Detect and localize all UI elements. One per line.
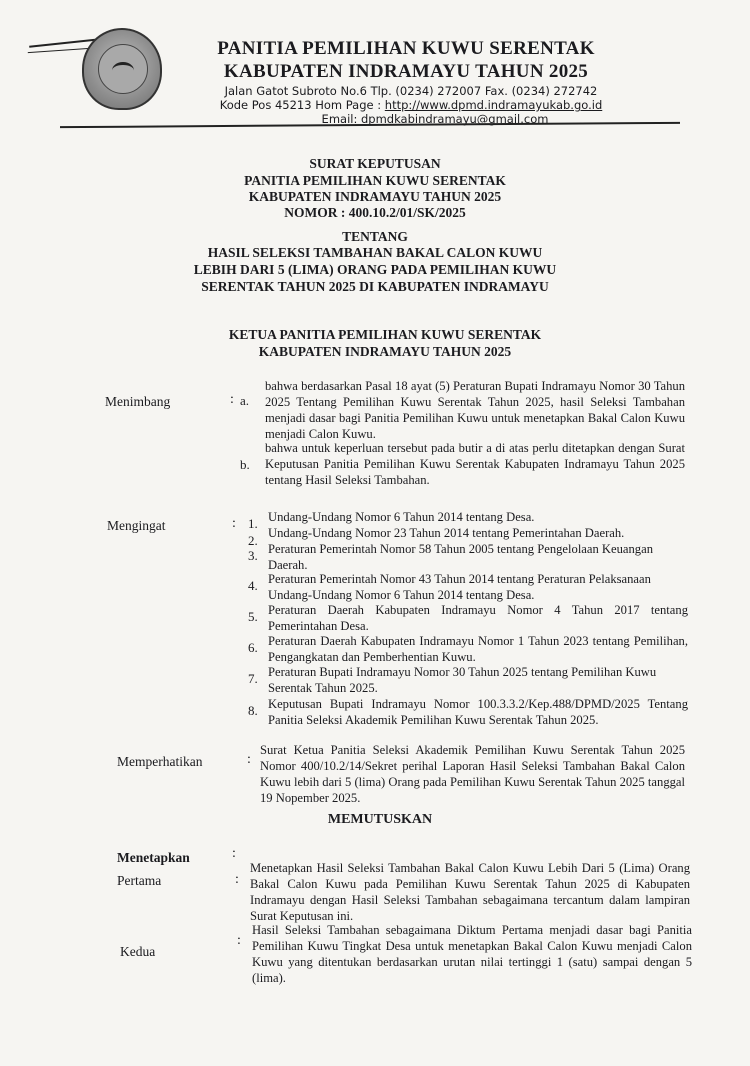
menimbang-label: Menimbang xyxy=(105,394,171,409)
decree-number: NOMOR : 400.10.2/01/SK/2025 xyxy=(284,205,466,220)
item-marker: a. xyxy=(240,393,250,408)
menetapkan-label: Menetapkan xyxy=(117,850,190,865)
decree-heading: SURAT KEPUTUSAN xyxy=(309,156,441,171)
mengingat-item-5: Peraturan Daerah Kabupaten Indramayu Nomor 4 Tahun 2017 tentang Pemerintahan Desa. xyxy=(268,603,688,633)
colon: : xyxy=(230,392,234,407)
homepage-link[interactable]: http://www.dpmd.indramayukab.go.id xyxy=(384,98,603,112)
postal-line: Kode Pos 45213 Hom Page : http://www.dpmd.indramayukab.go.id xyxy=(219,98,603,112)
memperhatikan-text: Surat Ketua Panitia Seleksi Akademik Pemilihan Kuwu Serentak Tahun 2025 Nomor 400/10.2/14/Sekret perihal Laporan Hasil Seleksi Tambahan Bakal Calon Kuwu lebih dari 5 (lima) Orang pada Pemilihan Kuwu Serentak Tahun 2025 tanggal 19 Nopember 2025. xyxy=(260,743,685,805)
colon: : xyxy=(232,846,236,861)
item-marker: 5. xyxy=(248,609,258,624)
about-label: TENTANG xyxy=(342,229,408,244)
item-marker: 8. xyxy=(248,703,258,718)
committee-regency: KABUPATEN INDRAMAYU TAHUN 2025 xyxy=(223,61,589,82)
colon: : xyxy=(235,872,239,887)
pertama-text: Menetapkan Hasil Seleksi Tambahan Bakal Calon Kuwu Lebih Dari 5 (Lima) Orang Bakal Calon Kuwu pada Pemilihan Kuwu Serentak Tahun 2025 di Kabupaten Indramayu dengan Hasil Seleksi Tambahan sebagaimana tercantum dalam lampiran Surat Keputusan ini. xyxy=(250,861,690,923)
kedua-text: Hasil Seleksi Tambahan sebagaimana Diktum Pertama menjadi dasar bagi Panitia Pemilihan Kuwu Tingkat Desa untuk menetapkan Bakal Calon Kuwu menjadi Calon Kuwu yang ditentukan berdasarkan urutan nilai tertinggi 1 (satu) sampai dengan 5 (lima). xyxy=(252,923,692,985)
menimbang-item-a: bahwa berdasarkan Pasal 18 ayat (5) Peraturan Bupati Indramayu Nomor 30 Tahun 2025 Tentang Pemilihan Kuwu Serentak Tahun 2025, hasil Seleksi Tambahan menjadi dasar bagi Panitia Pemilihan Kuwu untuk menetapkan Bakal Calon Kuwu menjadi Calon Kuwu. xyxy=(265,379,685,441)
memperhatikan-label: Memperhatikan xyxy=(117,754,203,769)
item-marker: 2. xyxy=(248,533,258,548)
address-line: Jalan Gatot Subroto No.6 Tlp. (0234) 272007 Fax. (0234) 272742 xyxy=(224,84,598,98)
subject-line1: HASIL SELEKSI TAMBAHAN BAKAL CALON KUWU xyxy=(207,245,543,260)
mengingat-item-8: Keputusan Bupati Indramayu Nomor 100.3.3.2/Kep.488/DPMD/2025 Tentang Panitia Seleksi Akademik Pemilihan Kuwu Serentak Tahun 2025. xyxy=(268,697,688,727)
mengingat-item-3: Peraturan Pemerintah Nomor 58 Tahun 2005 tentang Pengelolaan Keuangan Daerah. xyxy=(268,542,653,572)
kedua-label: Kedua xyxy=(120,944,156,959)
item-marker: 4. xyxy=(248,578,258,593)
item-marker: b. xyxy=(240,457,250,472)
mengingat-item-6: Peraturan Daerah Kabupaten Indramayu Nomor 1 Tahun 2023 tentang Pemilihan, Pengangkatan dan Pemberhentian Kuwu. xyxy=(268,634,688,664)
subject-line3: SERENTAK TAHUN 2025 DI KABUPATEN INDRAMAYU xyxy=(201,279,549,294)
mengingat-item-2: Undang-Undang Nomor 23 Tahun 2014 tentang Pemerintahan Daerah. xyxy=(268,526,625,540)
mengingat-item-1: Undang-Undang Nomor 6 Tahun 2014 tentang Desa. xyxy=(268,510,535,524)
item-marker: 7. xyxy=(248,671,258,686)
mengingat-item-7: Peraturan Bupati Indramayu Nomor 30 Tahun 2025 tentang Pemilihan Kuwu Serentak Tahun 2025. xyxy=(268,665,657,695)
decree-issuer-line2: KABUPATEN INDRAMAYU TAHUN 2025 xyxy=(248,189,502,204)
committee-name: PANITIA PEMILIHAN KUWU SERENTAK xyxy=(217,38,595,59)
email-line: Email: dpmdkabindramayu@gmail.com xyxy=(321,112,549,126)
item-marker: 3. xyxy=(248,548,258,563)
mengingat-item-4: Peraturan Pemerintah Nomor 43 Tahun 2014 tentang Peraturan Pelaksanaan Undang-Undang Nomor 6 Tahun 2014 tentang Desa. xyxy=(268,572,651,602)
memutuskan-heading: MEMUTUSKAN xyxy=(327,812,433,827)
regency-seal-icon xyxy=(82,28,162,110)
item-marker: 6. xyxy=(248,640,258,655)
chair-line1: KETUA PANITIA PEMILIHAN KUWU SERENTAK xyxy=(228,327,542,342)
subject-line2: LEBIH DARI 5 (LIMA) ORANG PADA PEMILIHAN KUWU xyxy=(193,262,557,277)
pertama-label: Pertama xyxy=(117,873,162,888)
colon: : xyxy=(247,752,251,767)
decree-issuer-line1: PANITIA PEMILIHAN KUWU SERENTAK xyxy=(244,173,506,188)
chair-line2: KABUPATEN INDRAMAYU TAHUN 2025 xyxy=(258,344,512,359)
menimbang-item-b: bahwa untuk keperluan tersebut pada butir a di atas perlu ditetapkan dengan Surat Keputusan Panitia Pemilihan Kuwu Serentak Kabupaten Indramayu Tahun 2025 tentang Hasil Seleksi Tambahan. xyxy=(265,441,685,487)
colon: : xyxy=(237,933,241,948)
colon: : xyxy=(232,516,236,531)
item-marker: 1. xyxy=(248,516,258,531)
mengingat-label: Mengingat xyxy=(107,518,166,533)
